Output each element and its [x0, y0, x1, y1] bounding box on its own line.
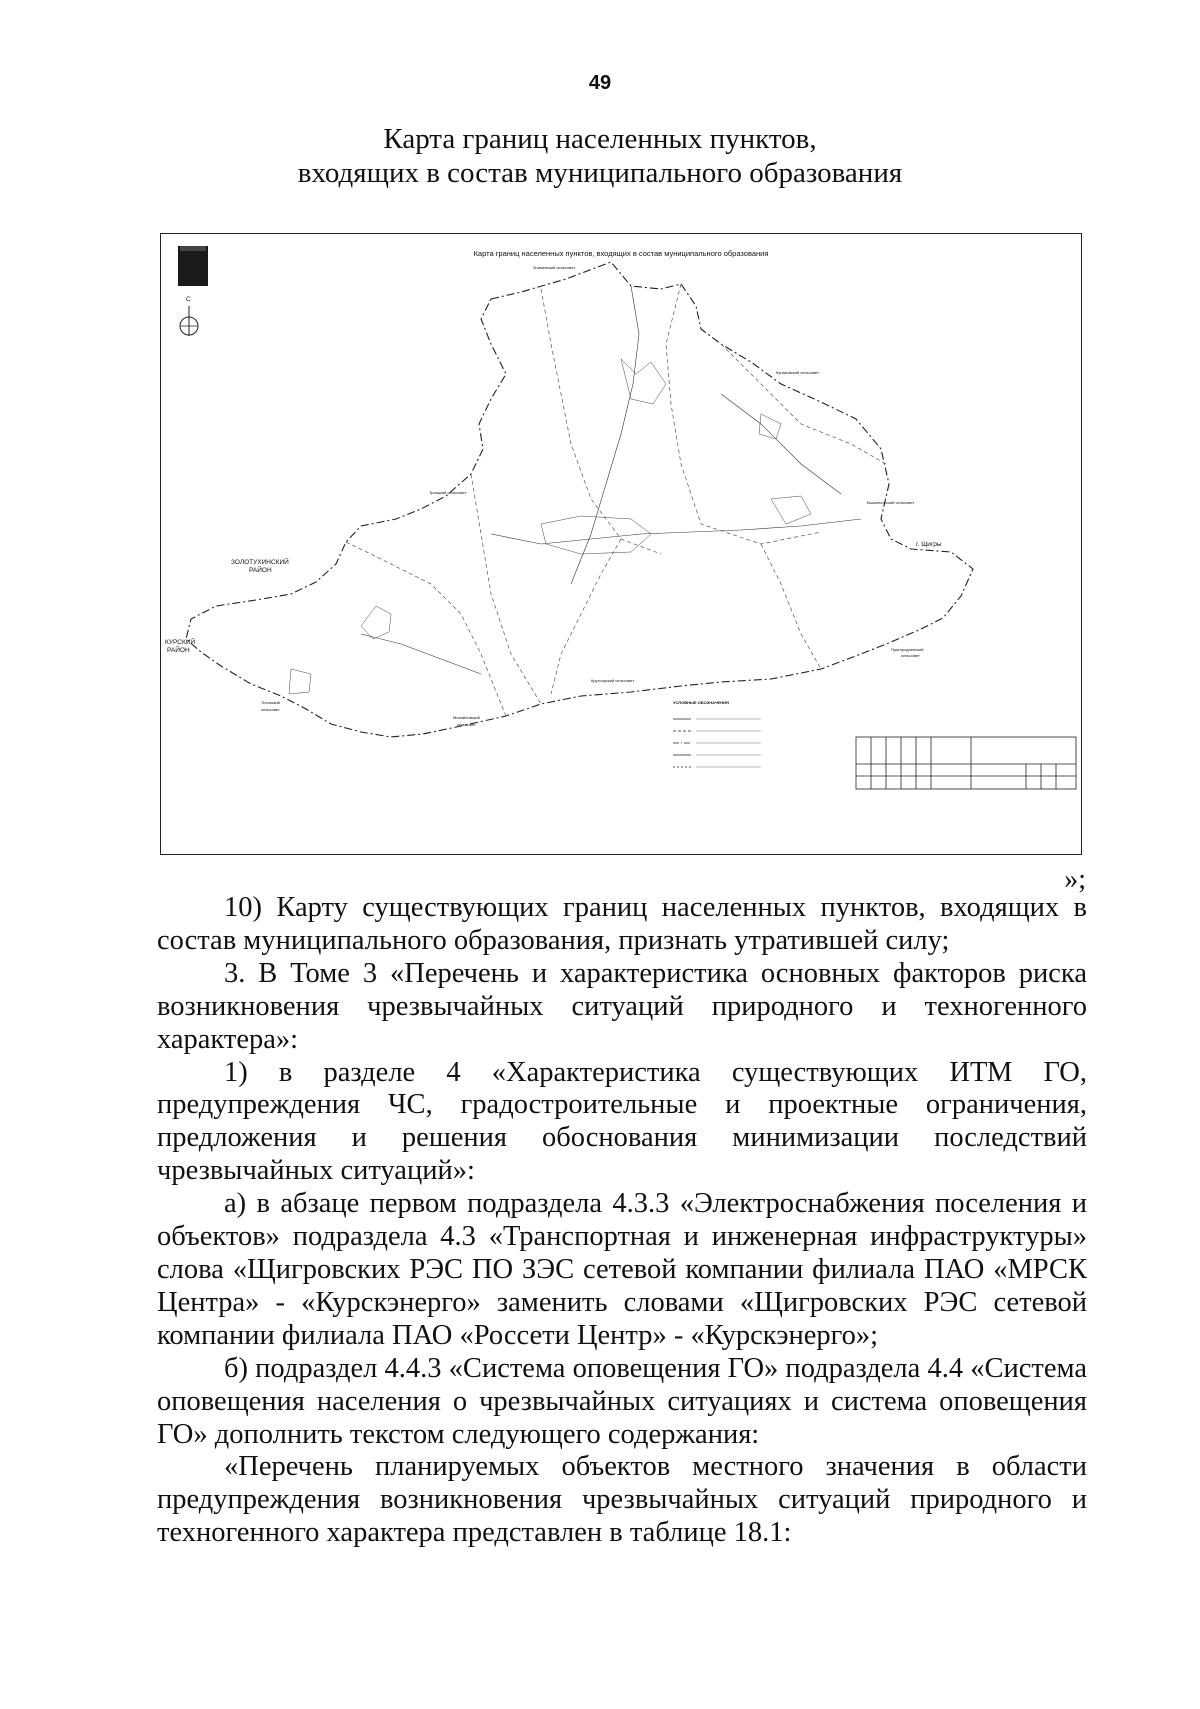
- label-kurskiy: КУРСКИЙ: [165, 639, 196, 646]
- page-title-line-1: Карта границ населенных пунктов,: [383, 123, 817, 155]
- paragraph-list-objects: «Перечень планируемых объектов местного значения в области предупреждения возникновения чрезвычайных ситуаций природного и техногенного характера представлен в таблице 18.1:: [157, 1451, 1087, 1549]
- closing-quote: »;: [1064, 864, 1086, 895]
- label-znamenskiy: Знаменский сельсовет: [533, 265, 576, 270]
- map-legend: [673, 700, 761, 767]
- label-mikhaylovskiy: Михайловский: [453, 715, 480, 720]
- page-number: 49: [588, 72, 612, 94]
- drawing-title-block: [856, 737, 1076, 789]
- label-zolotukhinskiy: ЗОЛОТУХИНСКИЙ: [231, 559, 289, 566]
- label-prigorodnenskiy: Пригородненский: [891, 647, 924, 652]
- label-zolotukhinskiy-2: РАЙОН: [249, 567, 272, 574]
- page-title-line-2: входящих в состав муниципального образования: [297, 157, 903, 189]
- label-vyshnesotskiy: Вышнесотский сельсовет: [867, 500, 915, 505]
- paragraph-10-map-invalid: 10) Карту существующих границ населенных пунктов, входящих в состав муниципального образования, признать утратившей силу;: [157, 892, 1087, 956]
- paragraph-volume-3: 3. В Томе 3 «Перечень и характеристика основных факторов риска возникновения чрезвычайных ситуаций природного и техногенного характера»:: [157, 957, 1087, 1055]
- legend-title: УСЛОВНЫЕ ОБОЗНАЧЕНИЯ: [673, 700, 729, 705]
- district-boundary: [186, 262, 973, 737]
- selsovet-boundaries: [346, 284, 886, 716]
- north-arrow-icon: [180, 296, 198, 336]
- coat-of-arms-top: [180, 246, 206, 251]
- settlement-clusters: [289, 359, 811, 694]
- map-header: Карта границ населенных пунктов, входящих в состав муниципального образования: [473, 249, 769, 258]
- coat-of-arms-emblem: [178, 246, 208, 286]
- document-body: [157, 892, 1087, 1550]
- label-krutoyarskiy: Крутоярский сельсовет: [591, 678, 635, 683]
- boundary-map: [160, 233, 1082, 855]
- label-troitskiy: Троицкий сельсовет: [429, 490, 467, 495]
- paragraph-section-4: 1) в разделе 4 «Характеристика существующих ИТМ ГО, предупреждения ЧС, градостроительные и проектные ограничения, предложения и решения обоснования минимизации последствий чрезвычайных ситуаций»:: [157, 1056, 1087, 1187]
- label-prigorodnenskiy-2: сельсовет: [901, 653, 920, 658]
- paragraph-a-electricity: а) в абзаце первом подраздела 4.3.3 «Электроснабжения поселения и объектов» подраздела 4.3 «Транспортная и инженерная инфраструктуры» слова «Щигровских РЭС ПО ЗЭС сетевой компании филиала ПАО «МРСК Центра» - «Курскэнерго» заменить словами «Щигровских РЭС сетевой компании филиала ПАО «Россети Центр» - «Курскэнерго»;: [157, 1188, 1087, 1351]
- label-titovskiy: Титовский: [261, 700, 280, 705]
- label-titovskiy-2: сельсовет: [261, 707, 280, 712]
- label-mikhaylovskiy-2: сельсовет: [457, 722, 476, 727]
- label-shchigry: г. Щигры: [916, 541, 942, 548]
- roads: [361, 286, 861, 674]
- label-kurskiy-2: РАЙОН: [167, 647, 190, 654]
- compass-letter: С: [186, 296, 191, 303]
- page-title: [0, 122, 1200, 190]
- paragraph-b-notification: б) подраздел 4.4.3 «Система оповещения ГО» подраздела 4.4 «Система оповещения населения о чрезвычайных ситуациях и система оповещения ГО» дополнить текстом следующего содержания:: [157, 1352, 1087, 1450]
- label-kunakovskiy: Кунаковский сельсовет: [776, 370, 819, 375]
- boundary-map-drawing: [161, 234, 1081, 854]
